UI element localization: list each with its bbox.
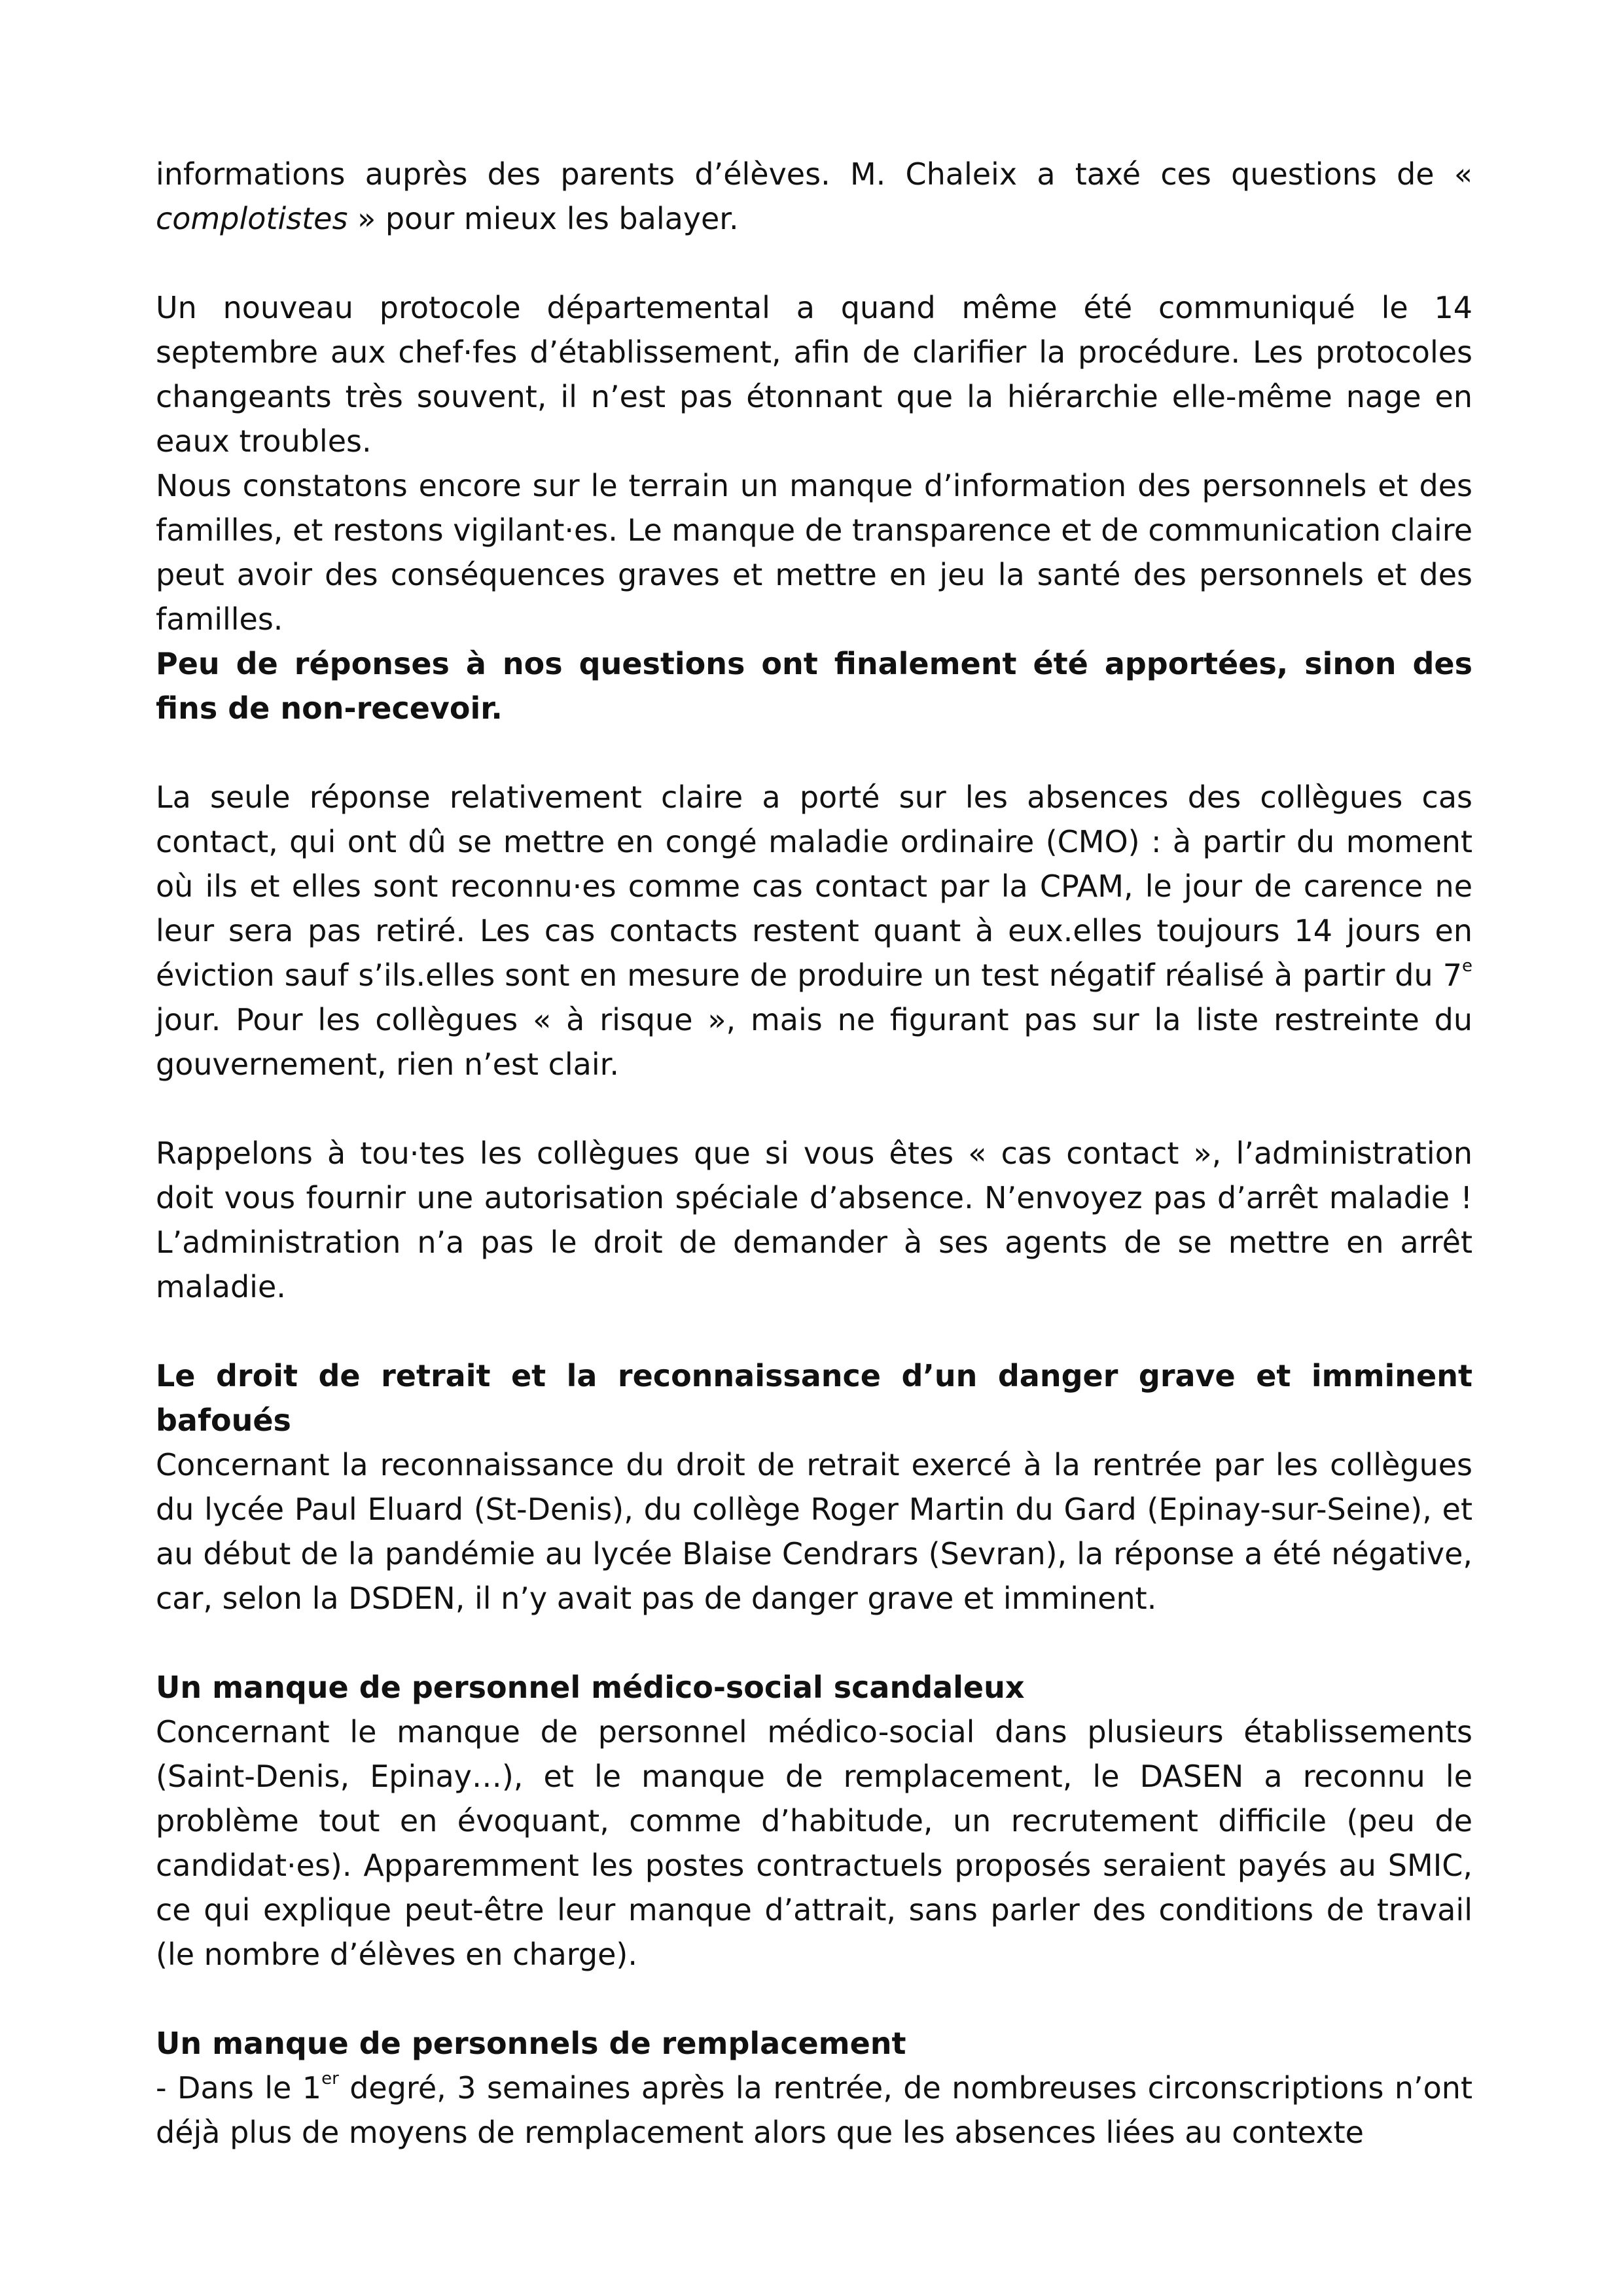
paragraph-spacer [156, 1621, 1472, 1665]
superscript: er [321, 2069, 339, 2089]
paragraph-spacer [156, 1086, 1472, 1131]
heading-remplacement: Un manque de personnels de remplacement [156, 2026, 906, 2061]
heading-medico-social: Un manque de personnel médico-social scandaleux [156, 1670, 1025, 1705]
text-segment: jour. Pour les collègues « à risque », mais ne figurant pas sur la liste restreinte du gouvernement, rien n’est clair. [156, 1002, 1472, 1082]
paragraph-spacer [156, 730, 1472, 775]
paragraph-spacer [156, 1309, 1472, 1354]
paragraph-remplacement [156, 2066, 1472, 2155]
paragraph-medico-social: Concernant le manque de personnel médico-social dans plusieurs établissements (Saint-Denis, Epinay…), et le manque de remplacement, le DASEN a reconnu le problème tout en évoquant, comme d’habitude, un recrutement difficile (peu de candidat·es). Apparemment les postes contractuels proposés seraient payés au SMIC, ce qui explique peut-être leur manque d’attrait, sans parler des conditions de travail (le nombre d’élèves en charge). [156, 1714, 1472, 1972]
heading-droit-de-retrait: Le droit de retrait et la reconnaissance d’un danger grave et imminent bafoués [156, 1358, 1472, 1438]
paragraph-protocole: Un nouveau protocole départemental a quand même été communiqué le 14 septembre aux chef·fes d’établissement, afin de clarifier la procédure. Les protocoles changeants très souvent, il n’est pas étonnant que la hiérarchie elle-même nage en eaux troubles. [156, 290, 1472, 459]
paragraph-cas-contact [156, 775, 1472, 1086]
paragraph-droit-de-retrait: Concernant la reconnaissance du droit de retrait exercé à la rentrée par les collègues du lycée Paul Eluard (St-Denis), du collège Roger Martin du Gard (Epinay-sur-Seine), et au début de la pandémie au lycée Blaise Cendrars (Sevran), la réponse a été négative, car, selon la DSDEN, il n’y avait pas de danger grave et imminent. [156, 1447, 1472, 1616]
paragraph-complotistes [156, 152, 1472, 241]
text-segment: La seule réponse relativement claire a porté sur les absences des collègues cas contact, qui ont dû se mettre en congé maladie ordinaire (CMO) : à partir du moment où ils et elles sont reconnu·es comme cas contact par la CPAM, le jour de carence ne leur sera pas retiré. Les cas contacts restent quant à eux.elles toujours 14 jours en éviction sauf s’ils.elles sont en mesure de produire un test négatif réalisé à partir du 7 [156, 780, 1472, 993]
paragraph-fins-de-non-recevoir: Peu de réponses à nos questions ont finalement été apportées, sinon des fins de non-recevoir. [156, 646, 1472, 726]
text-segment: degré, 3 semaines après la rentrée, de nombreuses circonscriptions n’ont déjà plus de moyens de remplacement alors que les absences liées au contexte [156, 2070, 1472, 2150]
emphasis-complotistes: complotistes [156, 201, 348, 236]
paragraph-constat: Nous constatons encore sur le terrain un manque d’information des personnels et des familles, et restons vigilant·es. Le manque de transparence et de communication claire peut avoir des conséquences graves et mettre en jeu la santé des personnels et des familles. [156, 468, 1472, 637]
superscript: e [1462, 956, 1472, 976]
paragraph-spacer [156, 241, 1472, 285]
paragraph-rappel: Rappelons à tou·tes les collègues que si vous êtes « cas contact », l’administration doit vous fournir une autorisation spéciale d’absence. N’envoyez pas d’arrêt maladie ! L’administration n’a pas le droit de demander à ses agents de se mettre en arrêt maladie. [156, 1136, 1472, 1304]
text-segment: » pour mieux les balayer. [348, 201, 739, 236]
text-segment: - Dans le 1 [156, 2070, 322, 2106]
document-page [156, 152, 1472, 2155]
paragraph-spacer [156, 1977, 1472, 2021]
text-segment: informations auprès des parents d’élèves. M. Chaleix a taxé ces questions de « [156, 156, 1472, 192]
